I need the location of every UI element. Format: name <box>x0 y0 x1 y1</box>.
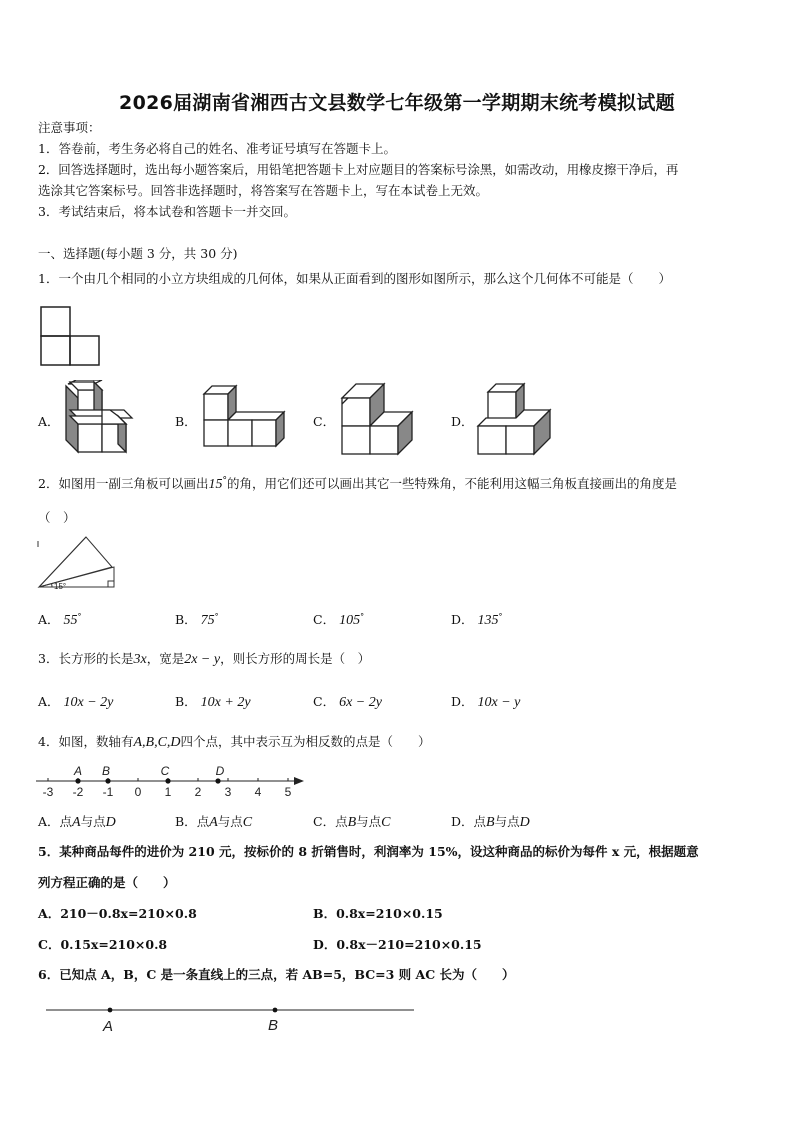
tick-label: -1 <box>102 785 114 799</box>
q1-option-d-label: D． <box>451 414 474 429</box>
q2-option-b-value: 75 <box>200 613 215 628</box>
point-label-c: C <box>160 764 170 778</box>
q2-text-pre: 2．如图用一副三角板可以画出 <box>38 476 209 492</box>
q1-option-b-figure <box>200 384 286 450</box>
q4-option-a-letter: A． <box>38 814 60 829</box>
q4-option-b-pre: 点 <box>196 814 210 829</box>
question-5-text-cont: 列方程正确的是（ ） <box>38 875 176 890</box>
q4-option-b-p2: C <box>242 815 253 830</box>
q4-option-d-p2: D <box>519 815 530 830</box>
q2-option-b-letter: B． <box>175 612 197 627</box>
question-6-text: 6．已知点 A，B，C 是一条直线上的三点，若 AB=5，BC=3 则 AC 长为（ ） <box>38 967 515 982</box>
q1-option-c-figure <box>338 380 420 456</box>
q4-option-c-letter: C． <box>313 814 336 829</box>
front-view-figure <box>38 305 104 367</box>
triangle-angle-label: 15° <box>54 582 67 591</box>
segment-point-a: A <box>102 1018 114 1035</box>
q4-points: A,B,C,D <box>133 735 181 750</box>
q3-text-b: ，宽是 <box>146 651 185 666</box>
question-2-text <box>38 473 677 493</box>
q4-option-d-letter: D． <box>451 814 474 829</box>
q3-width: 2x − y <box>184 652 221 667</box>
page-title: 2026届湖南省湘西古文县数学七年级第一学期期末统考模拟试题 <box>119 92 675 114</box>
q4-option-b-mid: 与点 <box>217 814 243 829</box>
q3-option-d <box>451 692 520 711</box>
notice-item-1: 1．答卷前，考生务必将自己的姓名、准考证号填写在答题卡上。 <box>38 141 396 156</box>
q4-option-b-letter: B． <box>175 814 197 829</box>
notice-item-2-cont: 选涂其它答案标号。回答非选择题时，将答案写在答题卡上，写在本试卷上无效。 <box>38 183 489 198</box>
notice-item-2: 2．回答选择题时，选出每小题答案后，用铅笔把答题卡上对应题目的答案标号涂黑，如需改动，用橡皮擦干净后，再 <box>38 162 679 177</box>
q5-option-a: A．210－0.8x=210×0.8 <box>38 906 197 921</box>
q1-option-a-label: A． <box>38 414 60 429</box>
q4-option-b <box>175 812 252 831</box>
number-line <box>32 762 312 802</box>
question-5-text: 5．某种商品每件的进价为 210 元，按标价的 8 折销售时，利润率为 15%，设这种商品的标价为每件 x 元，根据题意 <box>38 844 699 859</box>
q2-option-a-degree: ° <box>77 611 82 621</box>
segment-point-b: B <box>267 1017 279 1034</box>
q2-option-b-degree: ° <box>214 611 219 621</box>
q2-option-d <box>451 610 503 629</box>
q3-option-b <box>175 692 251 711</box>
question-3-text <box>38 651 370 668</box>
triangle-set-figure <box>36 535 118 591</box>
tick-label: 4 <box>254 785 262 799</box>
q2-text-post: 的角，用它们还可以画出其它一些特殊角，不能利用这幅三角板直接画出的角度是 <box>226 476 677 492</box>
tick-label: 3 <box>224 785 232 799</box>
q4-option-d-p1: B <box>486 815 495 830</box>
q2-option-c-value: 105 <box>339 613 361 628</box>
q2-angle: 15 <box>208 477 223 493</box>
q4-option-c-p2: C <box>381 815 391 830</box>
q4-option-a-p1: A <box>72 815 81 830</box>
q3-option-a-value: 10x − 2y <box>63 695 114 710</box>
q2-option-d-value: 135 <box>477 613 499 628</box>
notice-heading: 注意事项： <box>38 120 101 135</box>
q4-option-a-p2: D <box>105 815 116 830</box>
q3-option-b-value: 10x + 2y <box>200 695 251 710</box>
q2-option-c-degree: ° <box>360 611 365 621</box>
tick-label: -3 <box>42 785 54 799</box>
q1-option-c-label: C． <box>313 414 336 429</box>
q3-length: 3x <box>133 652 147 667</box>
q4-option-a-pre: 点 <box>59 814 73 829</box>
tick-label: 2 <box>194 785 202 799</box>
q2-degree: ° <box>222 476 227 486</box>
q3-option-c-value: 6x − 2y <box>339 695 382 710</box>
tick-label: -2 <box>72 785 84 799</box>
q2-option-c-letter: C． <box>313 612 336 627</box>
q3-option-b-letter: B． <box>175 694 197 709</box>
q1-option-d-figure <box>476 380 558 456</box>
q5-option-b: B．0.8x=210×0.15 <box>313 906 443 921</box>
q4-text-b: 四个点，其中表示互为相反数的点是（ ） <box>180 734 431 749</box>
line-segment-figure <box>44 1000 418 1040</box>
q2-option-a-value: 55 <box>63 613 78 628</box>
q3-option-c <box>313 692 382 711</box>
point-label-d: D <box>215 764 225 778</box>
q3-text-a: 3．长方形的长是 <box>38 651 134 666</box>
q4-option-d-mid: 与点 <box>494 814 520 829</box>
q4-option-a-mid: 与点 <box>80 814 106 829</box>
q3-option-c-letter: C． <box>313 694 336 709</box>
section-heading: 一、选择题(每小题 3 分，共 30 分) <box>38 246 238 261</box>
q3-option-a-letter: A． <box>38 694 60 709</box>
tick-label: 0 <box>134 785 142 799</box>
q4-option-a <box>38 812 116 831</box>
q5-option-d: D．0.8x－210=210×0.15 <box>313 937 482 952</box>
q2-option-b <box>175 610 219 629</box>
q4-option-d-pre: 点 <box>473 814 487 829</box>
q4-option-c-mid: 与点 <box>356 814 382 829</box>
q4-option-d <box>451 812 530 831</box>
q3-text-c: ，则长方形的周长是（ ） <box>220 651 371 666</box>
q4-option-c-p1: B <box>347 815 357 830</box>
q1-option-b-label: B． <box>175 414 197 429</box>
tick-label: 1 <box>164 785 172 799</box>
q4-option-b-p1: A <box>209 815 218 830</box>
q3-option-d-letter: D． <box>451 694 474 709</box>
point-label-a: A <box>73 764 83 778</box>
q4-option-c <box>313 812 391 831</box>
q2-paren: （ ） <box>38 510 76 525</box>
q4-option-c-pre: 点 <box>335 814 348 829</box>
q2-option-d-degree: ° <box>498 611 503 621</box>
q1-option-a-figure <box>64 380 140 456</box>
question-1-text: 1．一个由几个相同的小立方块组成的几何体，如果从正面看到的图形如图所示，那么这个几何体不可能是（ ） <box>38 271 671 286</box>
q5-option-c: C．0.15x=210×0.8 <box>38 937 168 952</box>
tick-label: 5 <box>284 785 292 799</box>
q2-option-a-letter: A． <box>38 612 60 627</box>
q2-option-c <box>313 610 364 629</box>
q2-option-d-letter: D． <box>451 612 474 627</box>
q4-text-a: 4．如图，数轴有 <box>38 734 134 749</box>
q3-option-d-value: 10x − y <box>477 695 521 710</box>
q3-option-a <box>38 692 113 711</box>
point-label-b: B <box>101 764 111 778</box>
notice-item-3: 3．考试结束后，将本试卷和答题卡一并交回。 <box>38 204 296 219</box>
q2-option-a <box>38 610 82 629</box>
question-4-text <box>38 734 431 751</box>
